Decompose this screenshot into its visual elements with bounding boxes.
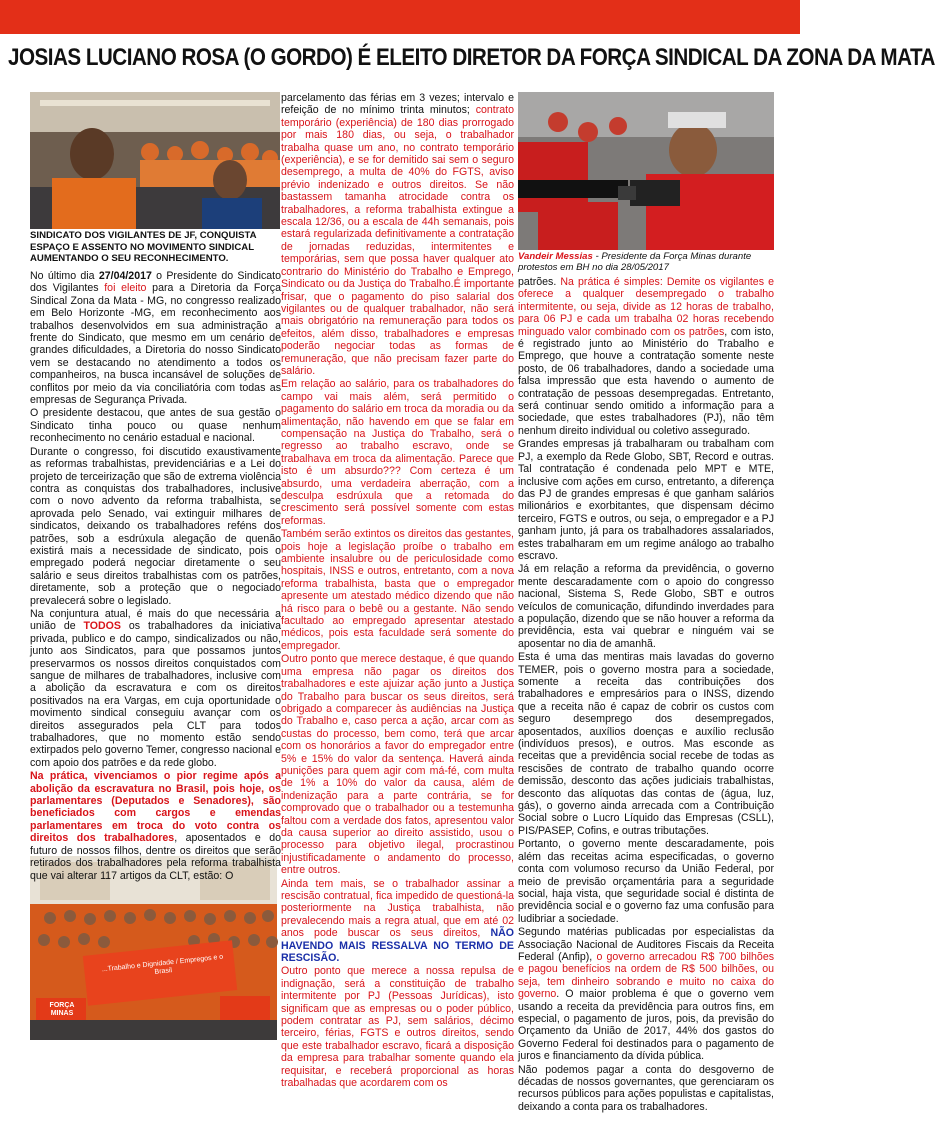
col2-p5-emphasis: NÃO HAVENDO MAIS RESSALVA NO TERMO DE RESCISÃO. [281,927,514,965]
col3-paragraph-7: Não podemos pagar a conta do desgoverno de décadas de nossos governantes, que gerenciaram os recursos públicos para ações populistas e capitalistas, deixando a conta para os trabalhadores. [518,1063,774,1113]
col1-p1-text-b: o Presidente do Sindicato dos Vigilantes [30,270,281,295]
col1-p4-text: Na conjuntura atual, é mais do que necessária a união de [30,607,281,633]
col3-paragraph-5: Portanto, o governo mente descaradamente, pois além das receitas acima especificadas, o governo conta com volumoso recurso da União Federal, por meio de previsão orçamentária para a seguridade social, haja vista, que seguridade social é distinta de previdência social e o governo faz uma confusão para ludibriar a sociedade. [518,838,774,925]
col1-p1-text-c: para a Diretoria da Força Sindical Zona da Mata - MG, no congresso realizado em Belo Horizonte -MG, em reconhecimento aos trabalhos desenvolvidos em sua administração a frente do Sindicato, que mesmo em um cenário de grandes dificuldades, a Diretoria do nosso Sindicato vem se destacando no atendimento a todos os companheiros, na busca incansável de soluções de conflitos por meio da via conciliatória com todas as empresas de Segurança Privada. [30,282,281,407]
col1-paragraph-4 [30,608,281,769]
col1-p4-text-b: os trabalhadores da iniciativa privada, publico e do campo, sindicalizados ou não, junto aos Sindicatos, para que possamos juntos preservarmos os nossos direitos conquistados com sangue de milhares de trabalhadores, inclusive com a abolição da escravatura e com os direitos positivados na era Vargas, em cuja oportunidade o movimento sindical conseguiu avançar com os direitos assegurados pela CLT para todos trabalhadores, que no momento estão sendo extirpados pelo governo Temer, congresso nacional e com apoio dos patrões e da rede globo. [30,620,281,769]
col3-paragraph-3: Já em relação a reforma da previdência, o governo mente descaradamente com o apoio do congresso nacional, Sistema S, Rede Globo, SBT e outros veículos de comunicação, difundindo inverdades para a população, dizendo que se não houver a reforma da previdência, esta vai quebrar e ninguém vai se aposentar no dia de amanhã. [518,563,774,650]
col2-paragraph-5 [281,878,514,965]
col3-paragraph-6 [518,926,774,1062]
col3-p6-highlight: o governo arrecadou R$ 700 bilhões e pagou benefícios na ordem de R$ 500 bilhões, ou seja, tem dinheiro sobrando e muito no caixa do governo [518,950,775,1001]
col3-p1-text-b: , com isto, é registrado junto ao Ministério do Trabalho e Emprego, que houve a contratação somente neste posto, de 06 trabalhadores, dando a sociedade uma falsa impressão que esta havendo o aumento de contratação de pessoas desempregadas. Entretanto, será continuar sendo omitido a informação para a sociedade, que estes trabalhadores (PJ), não têm nenhum direito individual ou coletivo assegurado. [518,325,774,437]
banner-left-text: FORÇA MINAS [49,1002,75,1017]
col1-p5-highlight: Na prática, vivenciamos o pior regime após a abolição da escravatura no Brasil, pois hoje, os parlamentares (Deputados e Senadores), são beneficiados com cargos e emendas parlamentares em troca do voto contra os direitos dos trabalhadores [30,770,281,845]
article-column-2 [281,92,514,1097]
col2-p1-highlight: contrato temporário (experiência) de 180 dias prorrogado por mais 180 dias, ou seja, o trabalhador trabalha quase um ano, no contrato temporário (experiência), e se for demitido sai sem o seguro desemprego, a multa de 40% do FGTS, aviso prévio indenizado e outros direitos. Se não bastassem tamanha atrocidade contra os trabalhadores, a reforma trabalhista extingue a escala 12/36, ou a escala de 44h semanais, pois estará regularizada definitivamente a contratação de jornadas reduzidas, intermitentes e temporárias, sem que possa haver qualquer ato contrario do Ministério do Trabalho e Emprego, Sindicato ou da Justiça do Trabalho.É importante frisar, que o pagamento do piso salarial dos vigilantes ou de qualquer trabalhador, não será mais obrigatório na remuneração para todos os efeitos, além disso, trabalhadores e empresas poderão negociar todas as formas de remuneração, que não precisam fazer parte do salário. [281,104,514,377]
col3-p6-text-b: . O maior problema é que o governo vem usando a receita da previdência para outros fins, em especial, o pagamento de juros, pois, da previsão do Orçamento da União de 2017, 44% dos gastos do Governo Federal foi destinados para o pagamento de juros e financiamento da dívida pública. [518,988,774,1063]
banner-center-text: ...Trabalho e Dignidade / Empregos e o Brasil [101,953,224,976]
article-column-3 [518,276,775,1113]
col2-p1-text: parcelamento das férias em 3 vezes; intervalo e refeição de no mínimo trinta minutos; [281,92,514,117]
protest-photo [518,92,774,250]
col1-p1-highlight: foi eleito [104,282,147,295]
caption-text: - Presidente da Força Minas durante protestos em BH no dia 28/05/2017 [518,251,752,273]
col3-p1-highlight: Na prática é simples: Demite os vigilantes e oferece a qualquer desempregado o trabalho intermitente, ou seja, divide as 12 horas de trabalho, para 06 PJ e cada um trabalha 02 horas recebendo minguado valor combinado com os patrões [518,276,774,338]
col1-paragraph-1 [30,270,281,406]
protest-photo-caption [518,251,774,273]
col3-paragraph-1 [518,276,774,437]
caption-person-name: Vandeir Messias [518,251,593,262]
congress-photo-caption: SINDICATO DOS VIGILANTES DE JF, CONQUISTA ESPAÇO E ASSENTO NO MOVIMENTO SINDICAL AUMENTANDO O SEU RECONHECIMENTO. [30,230,257,264]
congress-photo [30,92,280,229]
col2-paragraph-6: Outro ponto que merece a nossa repulsa de indignação, será a constituição de trabalho intermitente por PJ (Pessoas Jurídicas), isto significam que as empresas ou o poder público, podem contratar as PJ, sem salários, décimo terceiro, férias, FGTS e outros direitos, sendo que este trabalhador escravo, ficará a disposição da empresa para trabalhar somente quando ela requisitar, e receberá proporcional as horas trabalhadas que acordarem com os [281,965,514,1090]
col3-p1-text: patrões. [518,276,561,288]
col1-paragraph-5 [30,770,281,882]
col1-paragraph-3: Durante o congresso, foi discutido exaustivamente as reformas trabalhistas, previdenciárias e a Lei do projeto de terceirização que são de extrema violência contra as conquistas dos trabalhadores, inclusive com o novo advento da reforma trabalhista, se aprovada pelo Senado, vai extinguir milhares de sindicatos, deixando os trabalhadores reféns dos patrões, sob a esdrúxula alegação de quenão existirá mais a necessidade de sindicato, pois o empregado poderá negociar diretamente o seu salário e seus direitos trabalhistas com os patrões, diretamente, sob a proteção que o negociado prevalecerá sobre o legislado. [30,445,281,607]
col2-paragraph-4: Outro ponto que merece destaque, é que quando uma empresa não pagar os direitos dos trabalhadores e este ajuizar ação junto a Justiça do Trabalho para buscar os seus direitos, será obrigado a comparecer às audiências na Justiça do Trabalho e, caso perca a ação, arcar com as custas do processo, bem como, terá que arcar com os honorários a favor do empregador entre 5% e 15% do valor da sentença. Haverá ainda punições para quem agir com má-fé, com multa de 1% a 10% do valor da causa, além de indenização para a parte contrária, se for comprovado que o trabalhador ou a testemunha faltou com a verdade dos fatos, apresentou valor da causa superior ao direito assistido, usou o processo para objetivo ilegal, procrastinou injustificadamente o andamento do processo, entre outros. [281,653,514,877]
col1-p1-text: No último dia [30,270,99,282]
page-title: JOSIAS LUCIANO ROSA (O GORDO) É ELEITO DIRETOR DA FORÇA SINDICAL DA ZONA DA MATA [8,44,935,71]
top-red-bar [0,0,800,34]
col2-paragraph-2: Em relação ao salário, para os trabalhadores do campo vai mais além, será permitido o pagamento do salário em troca da moradia ou da alimentação, não havendo em que se falar em compensação na Justiça do Trabalho, será o regresso ao trabalho escravo, onde se trabalhava em troca da alimentação. Parece que isto é um absurdo??? Com certeza é um absurdo, uma verdadeira aberração, com a desculpa esdrúxula que a retomada do crescimento será possível somente com estas reformas. [281,378,514,527]
col3-paragraph-4: Esta é uma das mentiras mais lavadas do governo TEMER, pois o governo mostra para a sociedade, somente a receita das contribuições dos trabalhadores e empresários para o INSS, dizendo que a receita não é capaz de cobrir os custos com seguro desemprego dos desempregados, aposentados, auxílios doenças e auxílio reclusão (indivíduos presos), e outros. Mas esconde as receitas que a previdência social recebe de todas as rescisões de contrato de trabalho quando ocorre demissão, desconto das ações judiciais trabalhistas, desconto das alíquotas das contas de (água, luz, gás), o governo ainda arrecada com a Contribuição Social sobre o Lucro Líquido das Empresas (CSLL), PIS/PASEP, Cofins, e outras tributações. [518,651,774,837]
article-column-1 [30,270,282,882]
col1-p5-text: , aposentados e do futuro de nossos filhos, dentre os direitos que serão retirados dos trabalhadores pela reforma trabalhista que vai alterar 117 artigos da CLT, estão: O [30,832,282,882]
col3-p6-text: Segundo matérias publicadas por especialistas da Associação Nacional de Auditores Fiscais da Receita Federal (Anfip), [518,926,774,963]
congress-photo-image [30,92,280,229]
col2-p5-highlight: Ainda tem mais, se o trabalhador assinar a rescisão contratual, fica impedido de questioná-la posteriormente na Justiça trabalhista, não prevalecendo mais a regra atual, que em até 02 anos pode buscar os seus direitos, [281,877,514,940]
col3-paragraph-2: Grandes empresas já trabalharam ou trabalham com PJ, a exemplo da Rede Globo, SBT, Record e outras. Tal contratação é condenada pelo MPT e MTE, inclusive com ações em curso, entretanto, a diferença das PJ de grandes empresas é que ganham salários milionários e exorbitantes, que dispensam décimo terceiro, FGTS e outros, ou seja, o empregador e a PJ ganham junto, já para os trabalhadores assalariados, estes trabalharam em um regime análogo ao trabalho escravo. [518,438,774,562]
col1-p4-highlight: TODOS [83,620,121,633]
group-photo [30,856,277,1040]
col2-paragraph-3: Também serão extintos os direitos das gestantes, pois hoje a legislação proíbe o trabalho em ambiente insalubre ou de periculosidade como hospitais, INSS e outros, entretanto, com a nova reforma trabalhista, basta que o empregador apresente um atestado médico dizendo que não há risco para o bebê ou a gestante. Não sendo facultado ao empregado apresentar atestado médicos, pois esta faculdade será somente do empregador. [281,528,514,652]
col1-p1-date: 27/04/2017 [98,270,152,282]
protest-photo-image [518,92,774,250]
col1-paragraph-2: O presidente destacou, que antes de sua gestão o Sindicato tinha pouco ou quase nenhum reconhecimento no cenário estadual e nacional. [30,407,281,445]
col2-paragraph-1 [281,92,514,377]
